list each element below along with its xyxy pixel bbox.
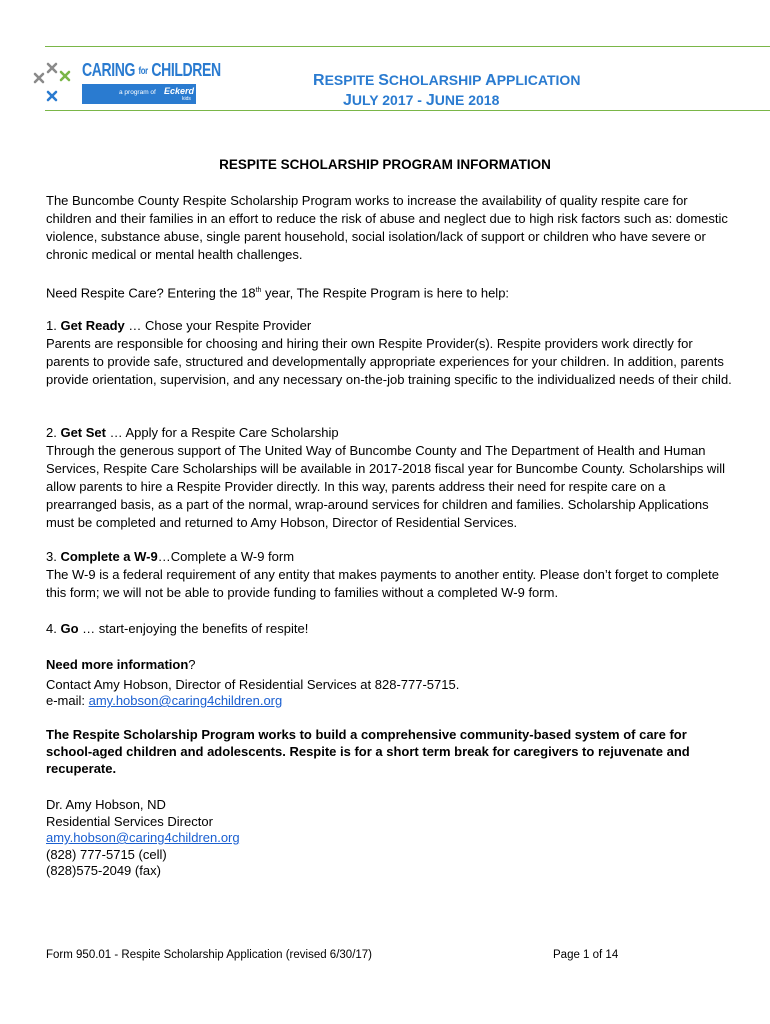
- step-2: 2. Get Set … Apply for a Respite Care Scholarship Through the generous support of The United Way of Buncombe County and The Department of Health and Human Services, Respite Care Scholarships will be available in 2017-2018 fiscal year for Buncombe County. Scholarships will allow parents to hire a Respite Provider directly. In this way, parents address their need for respite care on a prearranged basis, as a part of the normal, wrap-around services for children and families. Scholarship Applications must be completed and returned to Amy Hobson, Director of Residential Services.: [46, 425, 725, 530]
- step-3: 3. Complete a W-9…Complete a W-9 form The W-9 is a federal requirement of any entity that makes payments to another entity. Please don’t forget to complete this form; we will not be able to provide funding to families without a completed W-9 form.: [46, 549, 719, 600]
- footer-page-number: Page 1 of 14: [553, 949, 619, 961]
- contact-line: Contact Amy Hobson, Director of Residential Services at 828-777-5715. e-mail: amy.hobson@caring4children.org: [46, 677, 460, 708]
- logo-banner: a program of Eckerd kids: [82, 84, 196, 104]
- caring-for-children-logo: [32, 60, 221, 106]
- logo-wordmark: CARING for CHILDREN: [82, 60, 221, 80]
- contact-email-link[interactable]: amy.hobson@caring4children.org: [88, 693, 283, 708]
- mission-statement: The Respite Scholarship Program works to build a comprehensive community-based system of care for school-aged children and adolescents. Respite is for a short term break for caregivers to rejuvenate and recuperate.: [46, 727, 690, 776]
- signature-block: Dr. Amy Hobson, ND Residential Services Director amy.hobson@caring4children.org (828) 777-5715 (cell) (828)575-2049 (fax): [46, 797, 240, 878]
- top-rule: [45, 46, 770, 47]
- footer-form-id: Form 950.01 - Respite Scholarship Application (revised 6/30/17): [46, 949, 373, 961]
- application-title: RESPITE SCHOLARSHIP APPLICATION: [313, 72, 581, 89]
- header-rule: [45, 110, 770, 111]
- intro-paragraph: The Buncombe County Respite Scholarship Program works to increase the availability of quality respite care for children and their families in an effort to reduce the risk of abuse and neglect due to high risk factors such as: domestic violence, substance abuse, single parent household, social isolation/lack of support or children who have severe or chronic medical or mental health challenges.: [46, 193, 728, 262]
- more-info-heading: Need more information?: [46, 657, 196, 672]
- logo-mark-icon: [32, 60, 76, 104]
- signature-email-link[interactable]: amy.hobson@caring4children.org: [46, 830, 240, 845]
- application-date-range: JULY 2017 - JUNE 2018: [343, 92, 500, 109]
- page-title: RESPITE SCHOLARSHIP PROGRAM INFORMATION: [219, 157, 551, 172]
- need-respite-line: Need Respite Care? Entering the 18th year, The Respite Program is here to help:: [46, 285, 510, 301]
- step-4: 4. Go … start-enjoying the benefits of respite!: [46, 621, 309, 636]
- step-1: 1. Get Ready … Chose your Respite Provider Parents are responsible for choosing and hiring their own Respite Provider(s). Respite providers work directly for parents to provide safe, structured and developmentally appropriate experiences for your children. In addition, parents provide orientation, supervision, and any necessary on-the-job training specific to the individualized needs of their child.: [46, 318, 732, 387]
